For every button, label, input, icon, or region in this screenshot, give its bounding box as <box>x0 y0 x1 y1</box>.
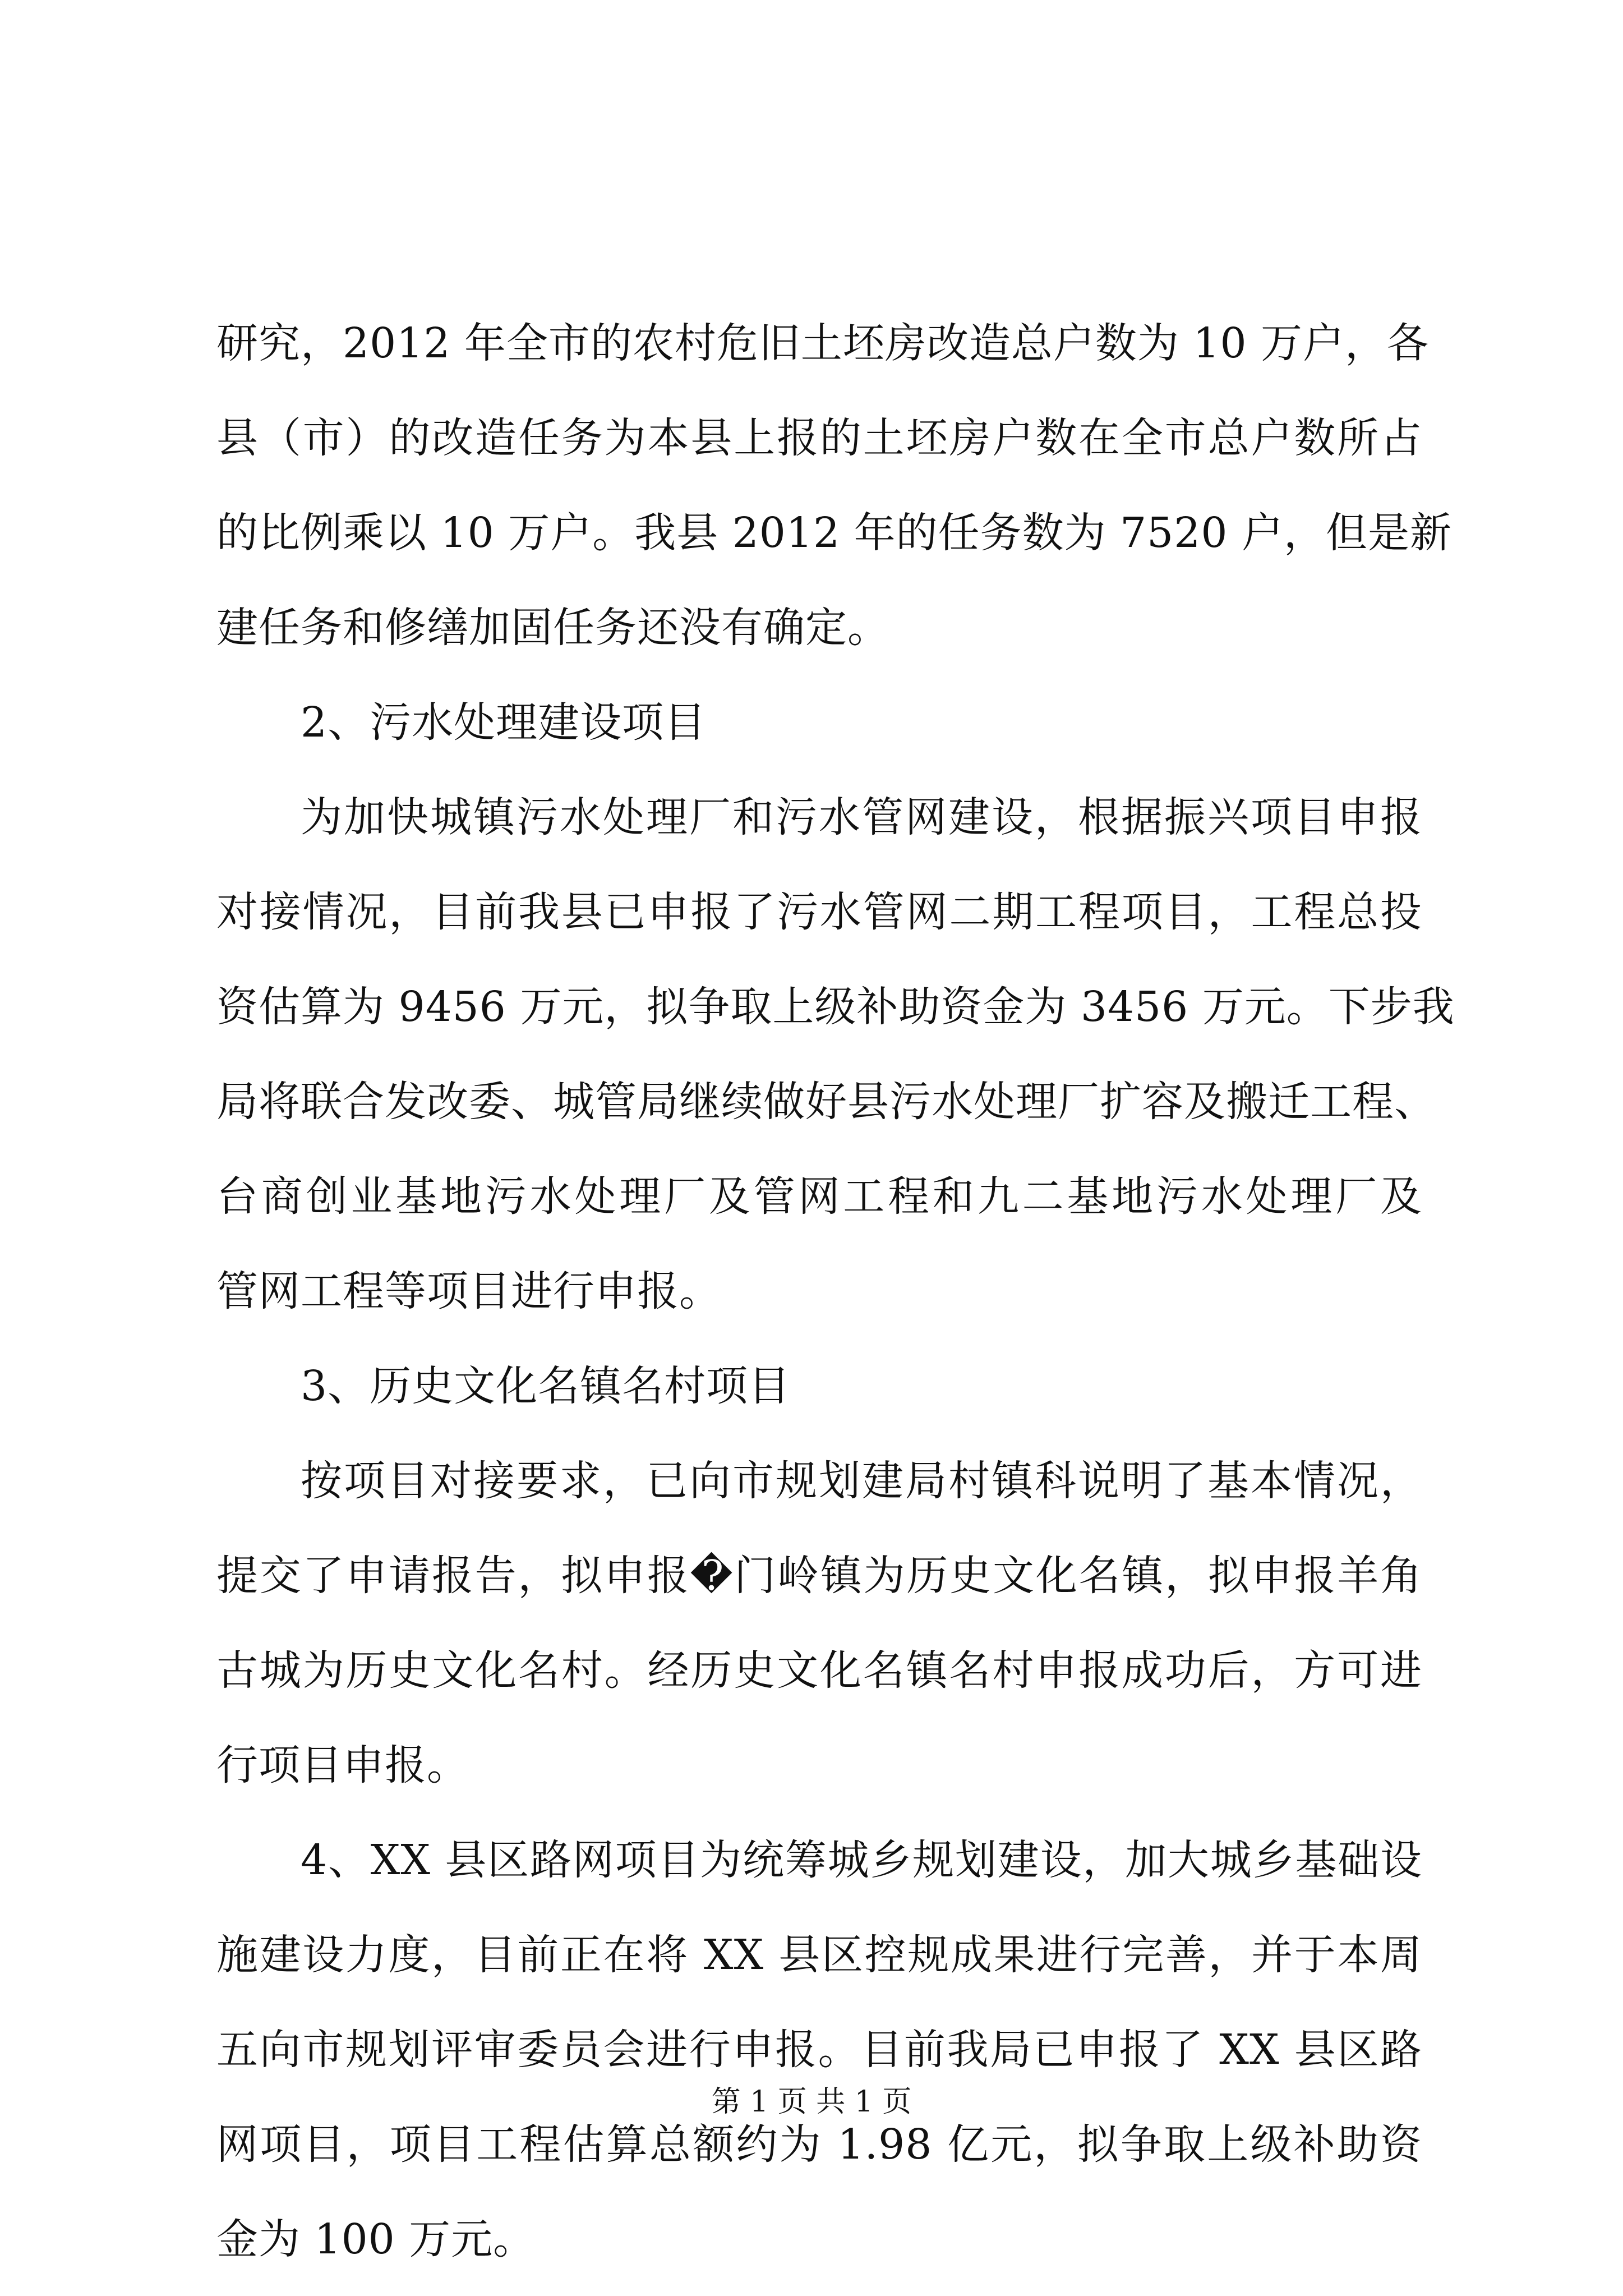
section-heading: 4、XX 县区路网项目为统筹城乡规划建设，加大城乡基础设 <box>301 1836 1422 1884</box>
text-line: 管网工程等项目进行申报。 <box>216 1267 721 1315</box>
text-line: 古城为历史文化名村。经历史文化名镇名村申报成功后，方可进 <box>216 1646 1422 1695</box>
text-line: 行项目申报。 <box>216 1741 469 1789</box>
page-footer: 第 1 页 共 1 页 <box>711 2085 912 2119</box>
text-line: 提交了申请报告，拟申报�门岭镇为历史文化名镇，拟申报羊角 <box>216 1552 1422 1600</box>
text-line: 建任务和修缮加固任务还没有确定。 <box>216 604 889 652</box>
text-line: 的比例乘以 10 万户。我县 2012 年的任务数为 7520 户，但是新 <box>216 509 1452 557</box>
section-heading: 2、污水处理建设项目 <box>301 698 707 747</box>
text-line: 金为 100 万元。 <box>216 2215 536 2263</box>
text-line: 台商创业基地污水处理厂及管网工程和九二基地污水处理厂及 <box>216 1172 1422 1221</box>
text-line: 县（市）的改造任务为本县上报的土坯房户数在全市总户数所占 <box>216 414 1422 462</box>
text-line: 研究，2012 年全市的农村危旧土坯房改造总户数为 10 万户，各 <box>216 319 1430 367</box>
section-heading: 3、历史文化名镇名村项目 <box>301 1362 791 1410</box>
text-line: 五向市规划评审委员会进行申报。目前我局已申报了 XX 县区路 <box>216 2026 1422 2074</box>
document-body <box>216 296 1455 2287</box>
text-line: 网项目，项目工程估算总额约为 1.98 亿元，拟争取上级补助资 <box>216 2120 1422 2169</box>
text-line: 为加快城镇污水处理厂和污水管网建设，根据振兴项目申报 <box>301 793 1422 841</box>
text-line: 资估算为 9456 万元，拟争取上级补助资金为 3456 万元。下步我 <box>216 983 1455 1031</box>
text-line: 对接情况，目前我县已申报了污水管网二期工程项目，工程总投 <box>216 888 1422 936</box>
text-line: 按项目对接要求，已向市规划建局村镇科说明了基本情况， <box>301 1457 1422 1505</box>
text-line: 施建设力度，目前正在将 XX 县区控规成果进行完善，并于本周 <box>216 1931 1422 1979</box>
text-line: 局将联合发改委、城管局继续做好县污水处理厂扩容及搬迁工程、 <box>216 1078 1436 1126</box>
